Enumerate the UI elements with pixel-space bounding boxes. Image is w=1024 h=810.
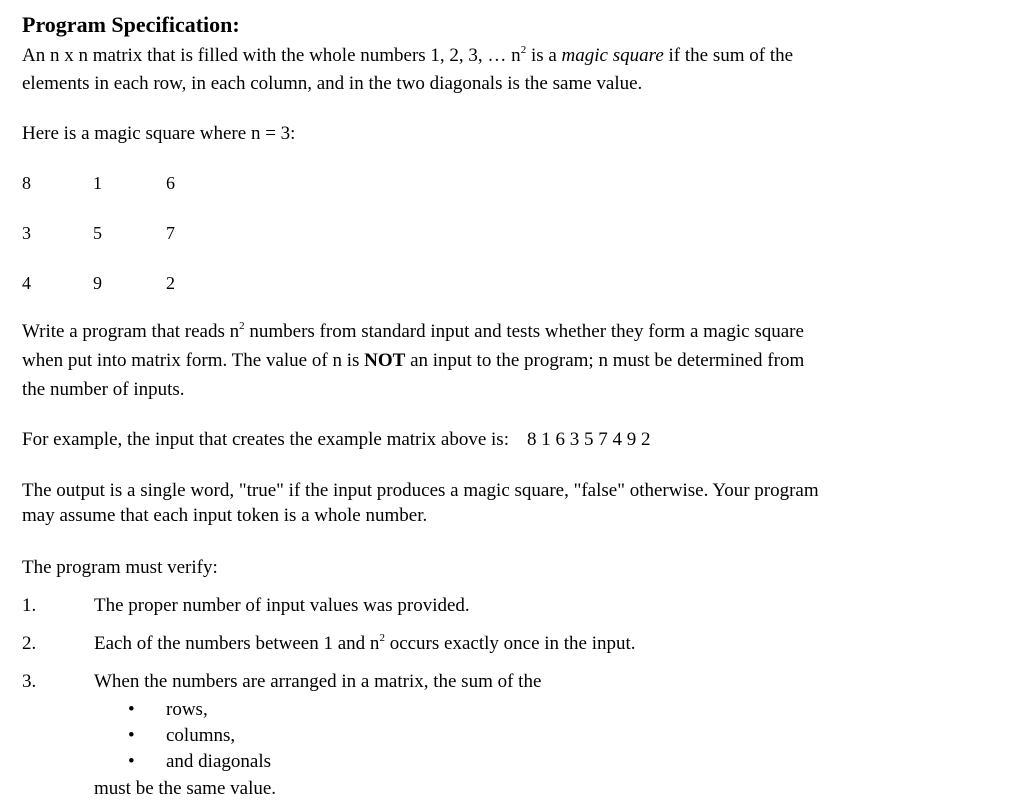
output-line-1: The output is a single word, "true" if the input produces a magic square, "false" otherwise. Your program — [22, 480, 819, 501]
page-title: Program Specification: — [22, 12, 240, 37]
intro-line-2: elements in each row, in each column, and in the two diagonals is the same value. — [22, 73, 643, 94]
example-input: For example, the input that creates the example matrix above is: 8 1 6 3 5 7 4 9 2 — [22, 429, 651, 450]
bullet-icon: • — [128, 725, 135, 746]
matrix-cell: 6 — [166, 173, 175, 193]
intro-line-1: An n x n matrix that is filled with the whole numbers 1, 2, 3, … $n^2$ is a magic square if the sum of the — [22, 44, 794, 66]
task-line-2: when put into matrix form. The value of n is NOT an input to the program; n must be determined from — [22, 350, 805, 371]
matrix-cell: 5 — [93, 223, 102, 243]
list-item: 3. When the numbers are arranged in a matrix, the sum of the — [22, 671, 542, 692]
task-line-1: Write a program that reads $n^2$ numbers from standard input and tests whether they form a magic square — [22, 320, 804, 342]
matrix-cell: 4 — [22, 273, 31, 293]
verify-heading: The program must verify: — [22, 557, 218, 578]
list-item: 1. The proper number of input values was provided. — [22, 595, 470, 616]
output-line-2: may assume that each input token is a whole number. — [22, 505, 428, 526]
task-line-3: the number of inputs. — [22, 379, 185, 400]
example-intro: Here is a magic square where n = 3: — [22, 123, 296, 144]
bullet-icon: • — [128, 699, 135, 720]
list-item: 2. Each of the numbers between 1 and $n^2$ occurs exactly once in the input. — [22, 632, 636, 654]
matrix-cell: 9 — [93, 273, 102, 293]
final-line: must be the same value. — [94, 778, 277, 799]
matrix-cell: 7 — [166, 223, 175, 243]
bullet-item: • and diagonals — [128, 751, 272, 772]
matrix-cell: 8 — [22, 173, 31, 193]
matrix-cell: 3 — [22, 223, 31, 243]
bullet-item: • columns, — [128, 725, 236, 746]
bullet-icon: • — [128, 751, 135, 772]
matrix-cell: 1 — [93, 173, 102, 193]
bullet-item: • rows, — [128, 699, 208, 720]
matrix-cell: 2 — [166, 273, 175, 293]
example-input-value: 8 1 6 3 5 7 4 9 2 — [526, 429, 651, 450]
